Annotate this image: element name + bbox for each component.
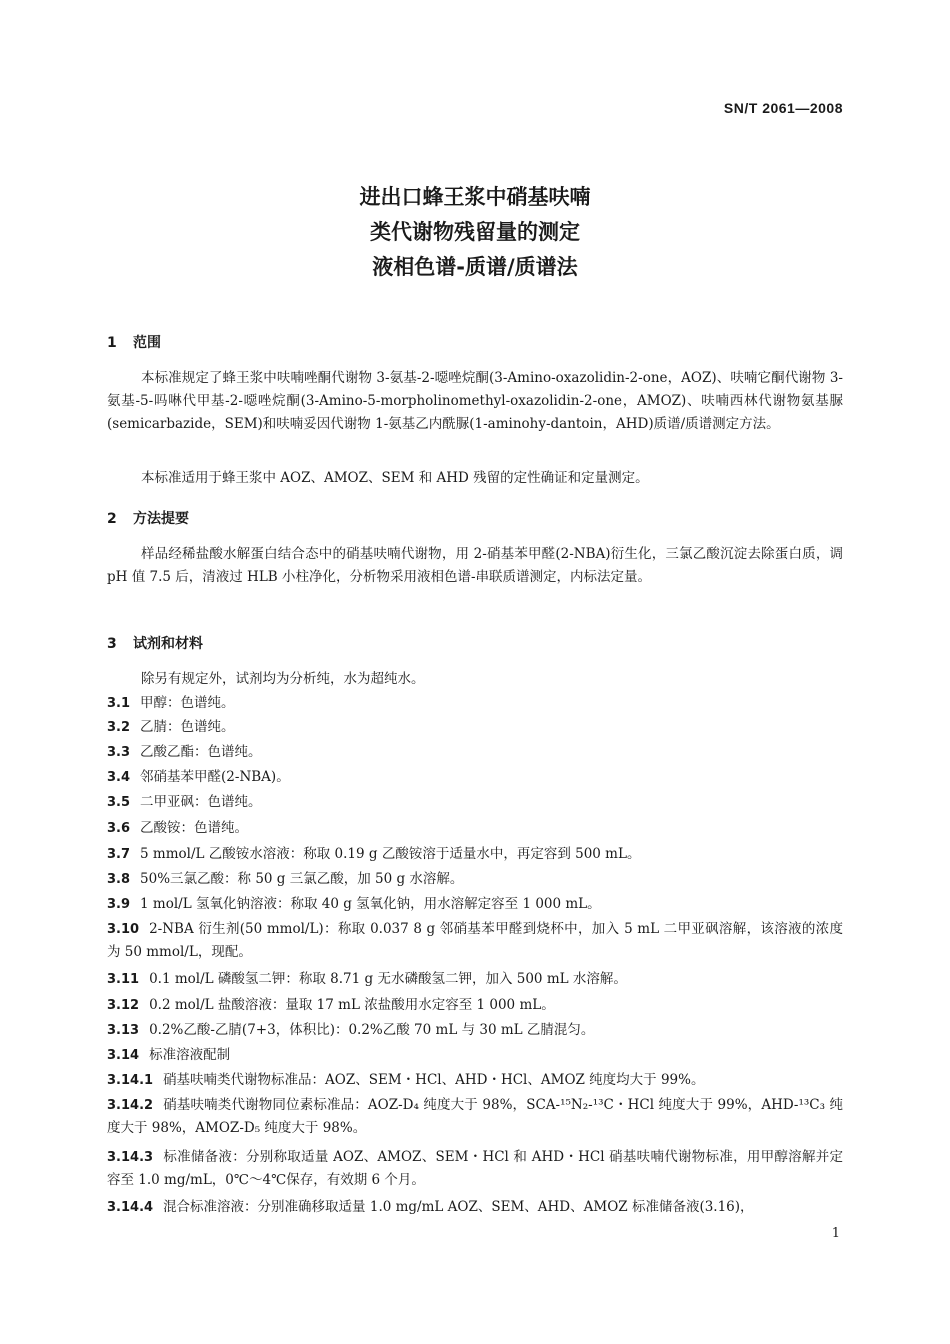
list-item: 3.8 50%三氯乙酸：称 50 g 三氯乙酸，加 50 g 水溶解。 [107, 871, 464, 887]
section-1-heading [107, 332, 161, 352]
title-line-2: 类代谢物残留量的测定 [370, 220, 580, 244]
list-item: 3.14 标准溶液配制 [107, 1047, 231, 1063]
standard-code: SN/T 2061—2008 [723, 100, 843, 116]
list-item: 3.1 甲醇：色谱纯。 [107, 695, 235, 711]
list-item: 3.14.2 硝基呋喃类代谢物同位素标准品：AOZ-D₄ 纯度大于 98%，SCA-¹⁵N₂-¹³C・HCl 纯度大于 99%，AHD-¹³C₃ 纯度大于 98%，AMOZ-D₅ 纯度大于 98%。 [107, 1097, 843, 1136]
section-title: 方法提要 [133, 511, 189, 527]
list-item: 3.7 5 mmol/L 乙酸铵水溶液：称取 0.19 g 乙酸铵溶于适量水中，再定容到 500 mL。 [107, 846, 641, 862]
section-3-intro: 除另有规定外，试剂均为分析纯，水为超纯水。 [141, 671, 425, 687]
document-title [0, 180, 950, 285]
section-1-paragraph-1: 本标准规定了蜂王浆中呋喃唑酮代谢物 3-氨基-2-噁唑烷酮(3-Amino-oxazolidin-2-one，AOZ)、呋喃它酮代谢物 3-氨基-5-吗啉代甲基-2-噁唑烷酮(3-Amino-5-morpholinomethyl-oxazolidin-2-one，AMOZ)、呋喃西林代谢物氨基脲(semicarbazide，SEM)和呋喃妥因代谢物 1-氨基乙内酰脲(1-aminohy-dantoin，AHD)质谱/质谱测定方法。 [107, 370, 843, 432]
section-2-paragraph-1: 样品经稀盐酸水解蛋白结合态中的硝基呋喃代谢物，用 2-硝基苯甲醛(2-NBA)衍生化，三氯乙酸沉淀去除蛋白质，调 pH 值 7.5 后，清液过 HLB 小柱净化，分析物采用液相色谱-串联质谱测定，内标法定量。 [107, 546, 843, 585]
list-item: 3.11 0.1 mol/L 磷酸氢二钾：称取 8.71 g 无水磷酸氢二钾，加入 500 mL 水溶解。 [107, 971, 627, 987]
list-item: 3.14.1 硝基呋喃类代谢物标准品：AOZ、SEM・HCl、AHD・HCl、AMOZ 纯度均大于 99%。 [107, 1072, 705, 1088]
list-item: 3.9 1 mol/L 氢氧化钠溶液：称取 40 g 氢氧化钠，用水溶解定容至 1 000 mL。 [107, 896, 601, 912]
list-item: 3.6 乙酸铵：色谱纯。 [107, 820, 249, 836]
section-number: 3 [107, 636, 117, 652]
section-number: 2 [107, 511, 117, 527]
title-line-1: 进出口蜂王浆中硝基呋喃 [359, 185, 591, 209]
list-item: 3.4 邻硝基苯甲醛(2-NBA)。 [107, 769, 290, 785]
section-title: 范围 [133, 335, 161, 351]
section-title: 试剂和材料 [133, 636, 203, 652]
list-item: 3.5 二甲亚砜：色谱纯。 [107, 794, 262, 810]
page-number: 1 [831, 1226, 840, 1241]
list-item: 3.3 乙酸乙酯：色谱纯。 [107, 744, 262, 760]
section-number: 1 [107, 335, 117, 351]
title-line-3: 液相色谱-质谱/质谱法 [372, 255, 578, 279]
section-1-paragraph-2: 本标准适用于蜂王浆中 AOZ、AMOZ、SEM 和 AHD 残留的定性确证和定量测定。 [141, 470, 649, 486]
list-item: 3.13 0.2%乙酸-乙腈(7+3，体积比)：0.2%乙酸 70 mL 与 30 mL 乙腈混匀。 [107, 1022, 595, 1038]
section-2-heading [107, 508, 189, 528]
list-item: 3.10 2-NBA 衍生剂(50 mmol/L)：称取 0.037 8 g 邻硝基苯甲醛到烧杯中，加入 5 mL 二甲亚砜溶解，该溶液的浓度为 50 mmol/L，现配。 [107, 921, 843, 960]
list-item: 3.2 乙腈：色谱纯。 [107, 719, 235, 735]
list-item: 3.14.4 混合标准溶液：分别准确移取适量 1.0 mg/mL AOZ、SEM、AHD、AMOZ 标准储备液(3.16)， [107, 1199, 754, 1215]
list-item: 3.12 0.2 mol/L 盐酸溶液：量取 17 mL 浓盐酸用水定容至 1 000 mL。 [107, 997, 555, 1013]
list-item: 3.14.3 标准储备液：分别称取适量 AOZ、AMOZ、SEM・HCl 和 AHD・HCl 硝基呋喃代谢物标准，用甲醇溶解并定容至 1.0 mg/mL，0℃～4℃保存，有效期 6 个月。 [107, 1149, 843, 1188]
section-3-heading [107, 633, 203, 653]
